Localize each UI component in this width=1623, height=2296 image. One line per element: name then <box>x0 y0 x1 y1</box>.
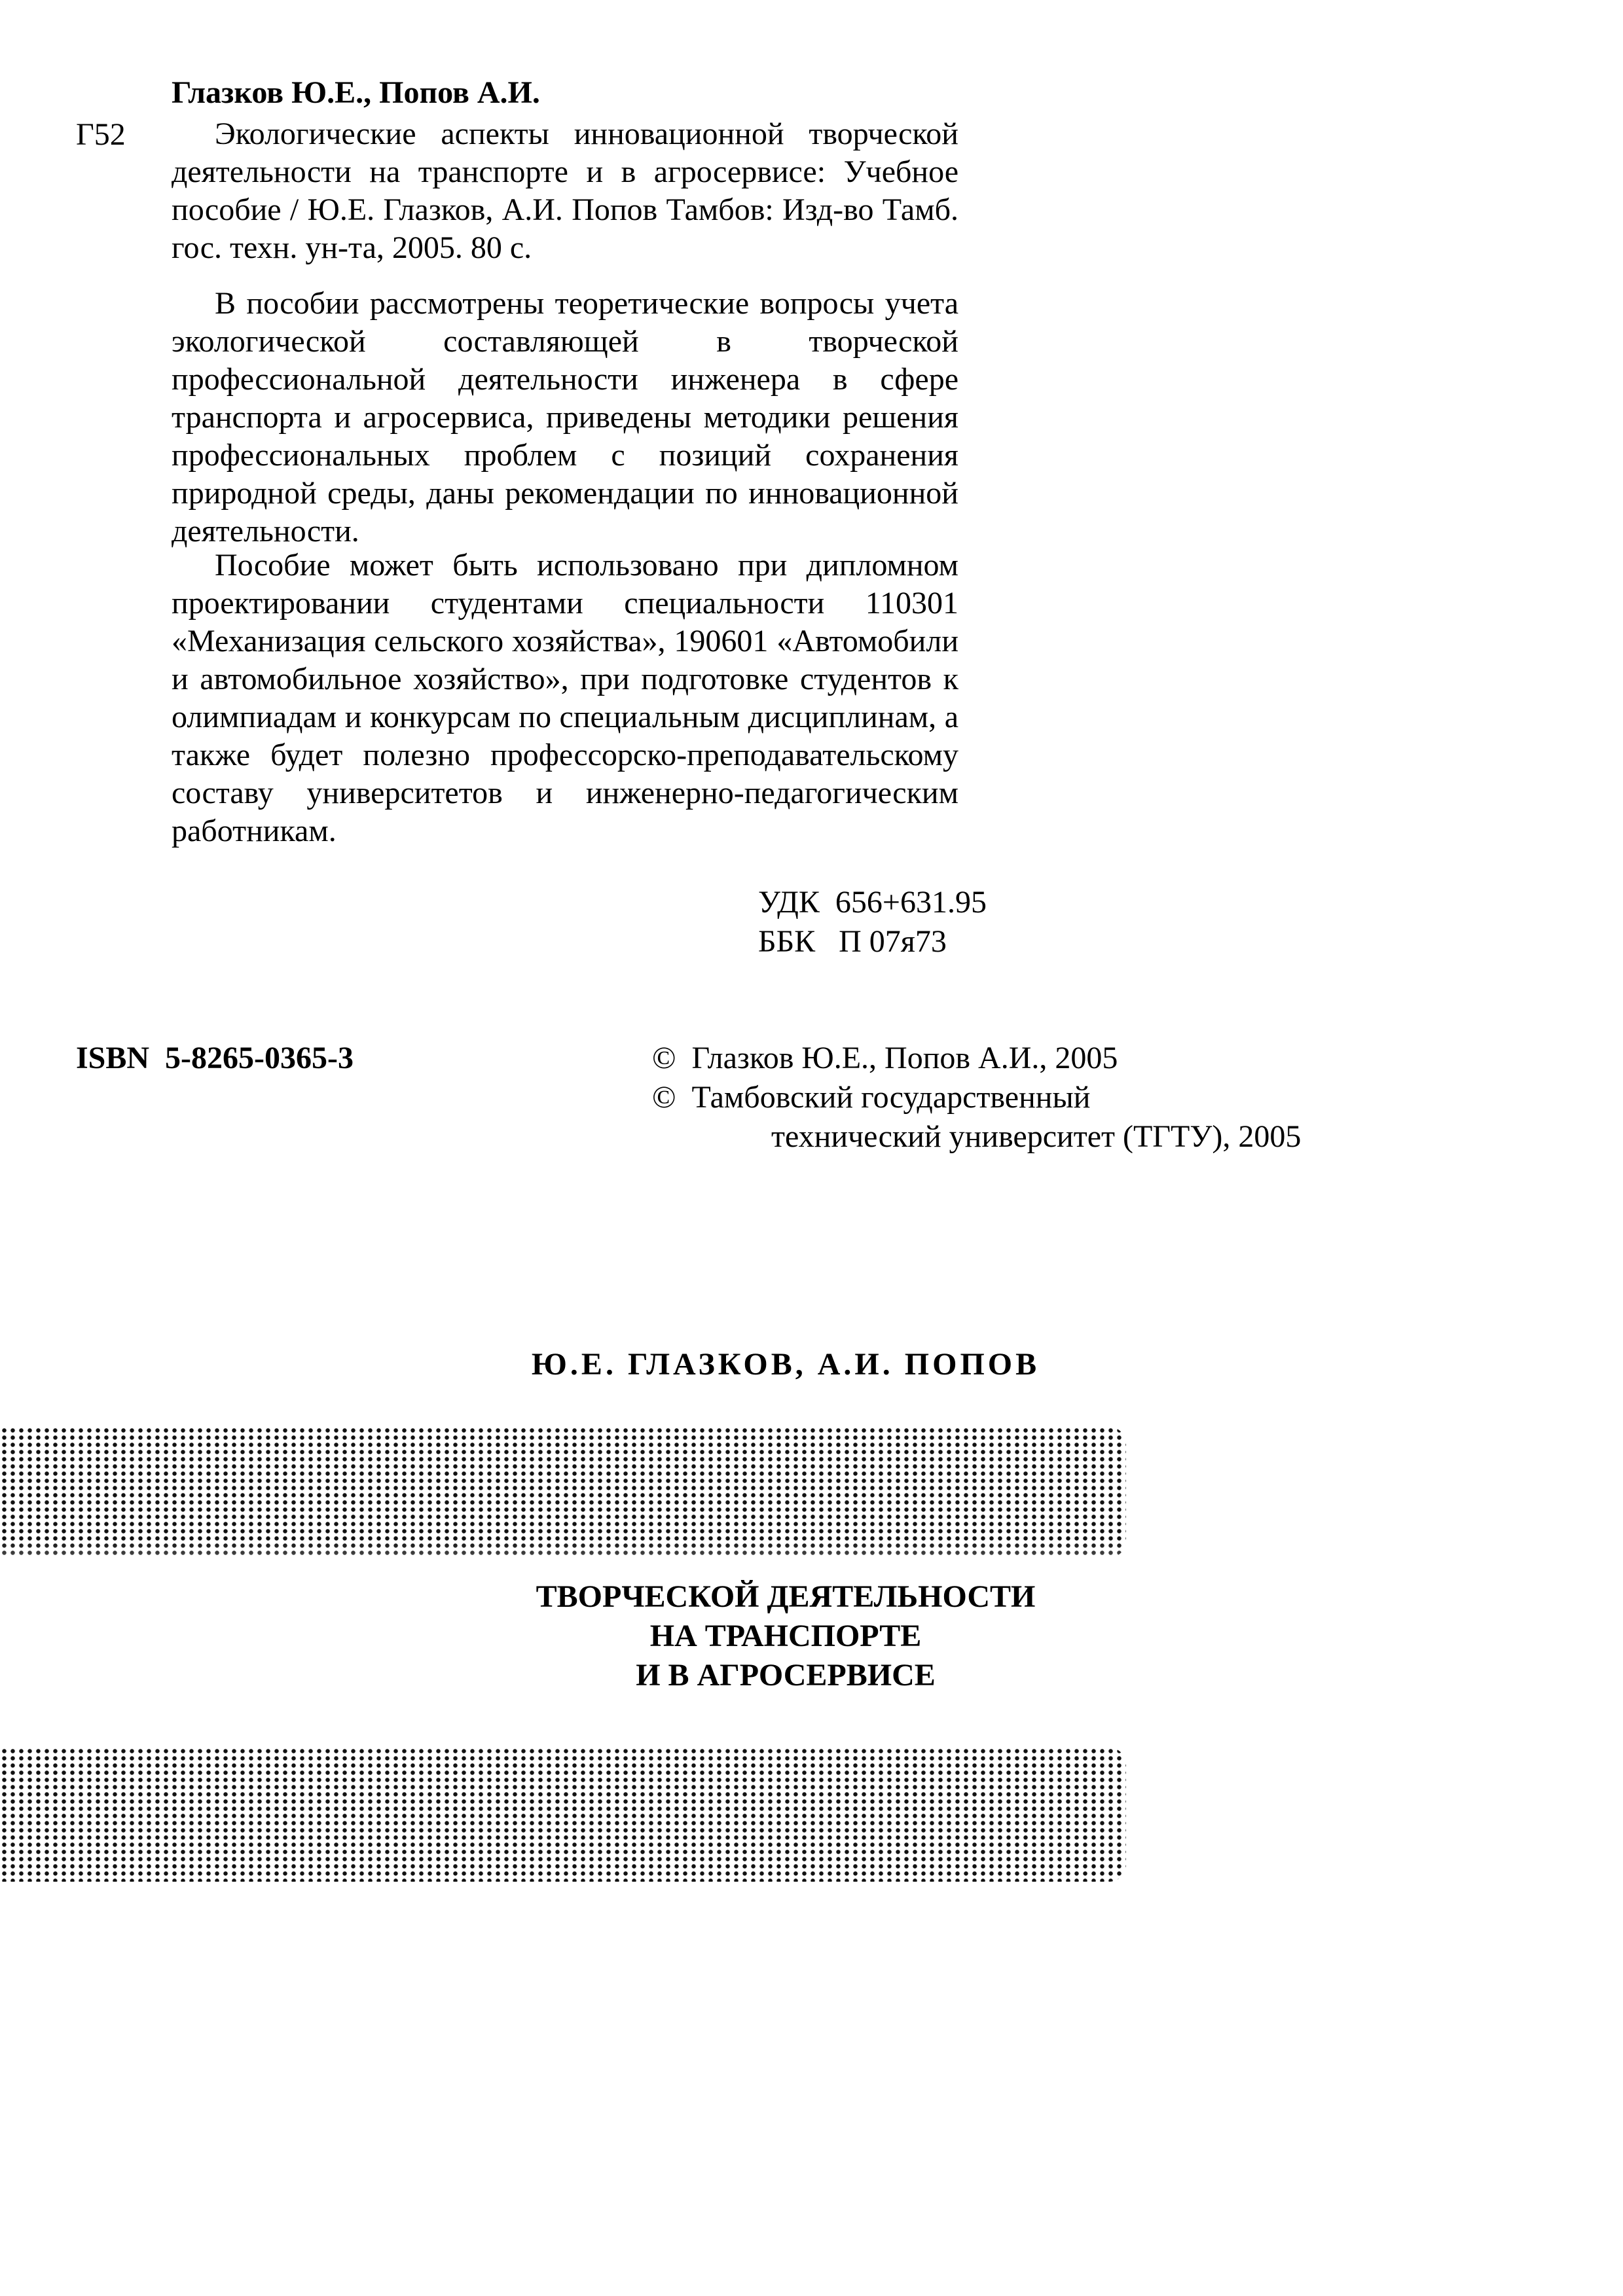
annotation-paragraph-1: В пособии рассмотрены теоретические вопросы учета экологической составляющей в творческой профессиональной деятельности инженера в сфере транспорта и агросервиса, приведены методики решения профессиональных проблем с позиций сохранения природной среды, даны рекомендации по инновационной деятельности. <box>172 286 958 548</box>
cover-title-line-1: ТВОРЧЕСКОЙ ДЕЯТЕЛЬНОСТИ <box>536 1579 1036 1614</box>
cover-title-line-3: И В АГРОСЕРВИСЕ <box>636 1658 936 1693</box>
udk-code: УДК 656+631.95 <box>758 885 987 920</box>
bibliographic-record: Экологические аспекты инновационной творческой деятельности на транспорте и в агросервисе: Учебное пособие / Ю.Е. Глазков, А.И. Попов Тамбов: Изд-во Тамб. гос. техн. ун-та, 2005. 80 с. <box>172 117 958 265</box>
copyright-authors: © Глазков Ю.Е., Попов А.И., 2005 <box>652 1041 1118 1075</box>
bbk-code: ББК П 07я73 <box>758 924 947 959</box>
halftone-band-bottom <box>0 1748 1126 1882</box>
copyright-university-continued: технический университет (ТГТУ), 2005 <box>771 1119 1302 1154</box>
isbn: ISBN 5-8265-0365-3 <box>76 1041 354 1075</box>
halftone-band-top <box>0 1427 1126 1558</box>
cover-title-line-2: НА ТРАНСПОРТЕ <box>649 1619 922 1653</box>
copyright-university: © Тамбовский государственный <box>652 1080 1091 1115</box>
shelf-code: Г52 <box>76 117 126 152</box>
annotation-paragraph-2: Пособие может быть использовано при дипломном проектировании студентами специальности 110301 «Механизация сельского хозяйства», 190601 «Автомобили и автомобильное хозяйство», при подготовке студентов к олимпиадам и конкурсам по специальным дисциплинам, а также будет полезно профессорско-преподавательскому составу университетов и инженерно-педагогическим работникам. <box>172 548 958 848</box>
cover-authors: Ю.Е. ГЛАЗКОВ, А.И. ПОПОВ <box>531 1347 1040 1382</box>
authors-heading: Глазков Ю.Е., Попов А.И. <box>172 75 540 110</box>
